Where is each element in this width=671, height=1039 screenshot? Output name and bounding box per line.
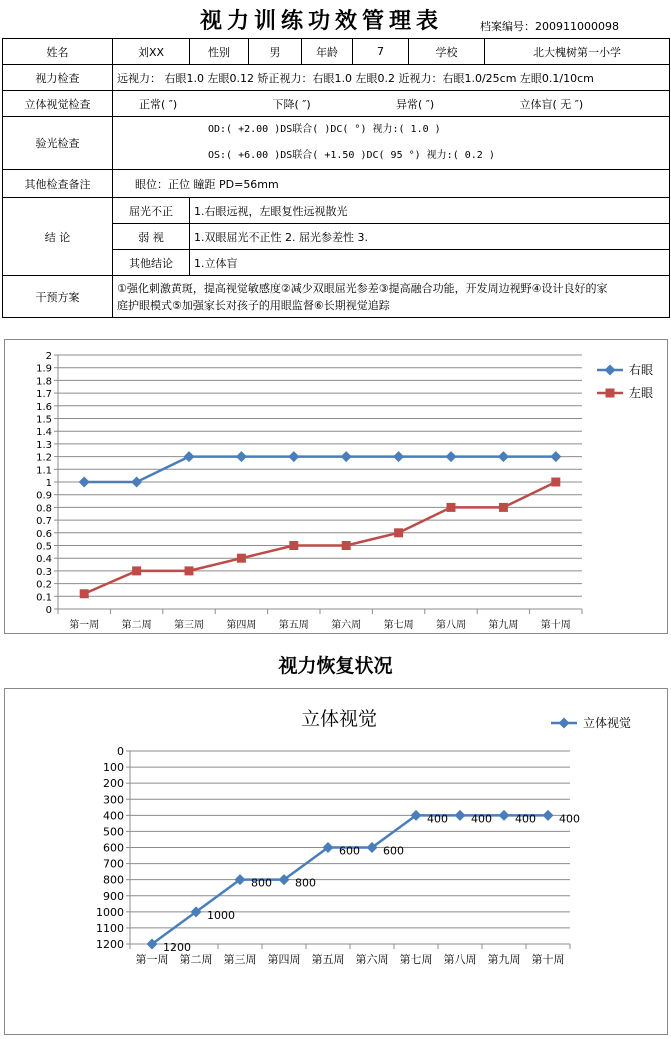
data-point <box>288 451 299 462</box>
x-tick-label: 第一周 <box>69 620 100 631</box>
y-tick-label: 900 <box>103 889 124 903</box>
conclusion-amblyopia-label: 弱 视 <box>113 224 190 250</box>
data-label: 600 <box>339 844 360 858</box>
x-tick-label: 第九周 <box>488 620 519 631</box>
data-point <box>237 554 246 563</box>
x-tick-label: 第九周 <box>487 953 521 966</box>
data-label: 1000 <box>207 908 235 922</box>
y-tick-label: 0.2 <box>36 579 52 591</box>
y-tick-label: 300 <box>103 793 124 807</box>
data-label: 400 <box>471 812 492 826</box>
x-tick-label: 第三周 <box>223 953 257 966</box>
file-number: 档案编号：200911000098 <box>480 20 619 33</box>
x-tick-label: 第五周 <box>311 953 345 966</box>
refraction-od: OD:( +2.00 )DS联合( )DC( °) 视力:( 1.0 ) <box>208 124 441 135</box>
data-point <box>499 503 508 512</box>
stereo-values <box>113 91 670 117</box>
data-point <box>184 451 195 462</box>
series-2 <box>80 478 561 599</box>
x-tick-label: 第八周 <box>443 953 477 966</box>
conclusion-refractive-value: 1.右眼远视，左眼复性远视散光 <box>190 198 670 224</box>
plan-line-2: 庭护眼模式⑤加强家长对孩子的用眼监督⑥长期视觉追踪 <box>117 298 390 312</box>
y-tick-label: 0.6 <box>36 528 52 540</box>
legend-label: 右眼 <box>629 363 654 377</box>
x-tick-label: 第五周 <box>278 620 309 631</box>
section-title: 视力恢复状况 <box>278 655 393 677</box>
school-label: 学校 <box>409 39 485 65</box>
y-tick-label: 800 <box>103 873 124 887</box>
gender-value: 男 <box>249 39 302 65</box>
y-tick-label: 700 <box>103 857 124 871</box>
y-tick-label: 0 <box>117 745 124 758</box>
data-point <box>446 451 457 462</box>
plan-line-1: ①强化刺激黄斑，提高视觉敏感度②减少双眼屈光参差③提高融合功能，开发周边视野④设计良好的家 <box>117 281 608 295</box>
y-tick-label: 0.3 <box>36 566 52 578</box>
form-row-stereo <box>3 91 670 117</box>
conclusion-other-value: 1.立体盲 <box>190 250 670 276</box>
refraction-os: OS:( +6.00 )DS联合( +1.50 )DC( 95 °) 视力:( 0.2 ) <box>208 150 495 161</box>
stereo-blind: 立体盲( 无 ″) <box>519 97 584 111</box>
y-tick-label: 0.7 <box>36 516 52 528</box>
form-row-other <box>3 170 670 198</box>
x-tick-label: 第一周 <box>135 953 169 966</box>
data-point <box>132 566 141 575</box>
series-line <box>84 482 556 594</box>
data-point <box>393 451 404 462</box>
data-point <box>394 528 403 537</box>
x-tick-label: 第四周 <box>226 620 257 631</box>
age-value: 7 <box>353 39 409 65</box>
y-tick-label: 0 <box>45 605 52 616</box>
x-tick-label: 第二周 <box>121 620 152 631</box>
form-row-plan <box>3 276 670 318</box>
form-row-vision <box>3 65 670 91</box>
conclusion-refractive-label: 屈光不正 <box>113 198 190 224</box>
y-tick-label: 500 <box>103 825 124 839</box>
visual-acuity-chart <box>4 339 668 634</box>
data-point <box>342 541 351 550</box>
document-title: 视力训练功效管理表 <box>200 8 444 34</box>
legend-marker <box>559 718 570 729</box>
stereo-label: 立体视觉检查 <box>3 91 113 117</box>
y-tick-label: 1.2 <box>36 452 52 464</box>
visual-acuity-chart-svg <box>5 340 667 633</box>
legend-marker <box>605 365 616 376</box>
x-tick-label: 第四周 <box>267 953 301 966</box>
conclusion-label: 结 论 <box>3 198 113 276</box>
data-point <box>80 589 89 598</box>
y-tick-label: 0.5 <box>36 541 52 553</box>
stereo-down: 下降( ″) <box>272 97 311 111</box>
x-tick-label: 第八周 <box>436 620 466 631</box>
y-tick-label: 1.7 <box>36 389 52 401</box>
y-tick-label: 1.3 <box>36 439 52 451</box>
name-value: 刘XX <box>113 39 190 65</box>
data-label: 1200 <box>163 941 191 954</box>
form-row-refraction <box>3 117 670 170</box>
y-tick-label: 1100 <box>96 921 124 935</box>
data-label: 400 <box>515 812 536 826</box>
legend-marker <box>606 389 615 398</box>
age-label: 年龄 <box>302 39 353 65</box>
conclusion-amblyopia-value: 1.双眼屈光不正性 2. 屈光参差性 3. <box>190 224 670 250</box>
other-label: 其他检查备注 <box>3 170 113 198</box>
x-tick-label: 第三周 <box>174 620 204 631</box>
stereo-normal: 正常( ″) <box>139 97 178 111</box>
x-tick-label: 第十周 <box>531 953 565 966</box>
data-label: 600 <box>383 844 404 858</box>
y-tick-label: 1.8 <box>36 376 52 388</box>
legend-label: 立体视觉 <box>583 716 632 730</box>
form-row-basic <box>3 39 670 65</box>
data-point <box>131 477 142 488</box>
name-label: 姓名 <box>3 39 113 65</box>
data-point <box>551 478 560 487</box>
vision-value: 远视力： 右眼1.0 左眼0.12 矫正视力：右眼1.0 左眼0.2 近视力：右眼1.0/25cm 左眼0.1/10cm <box>113 65 670 91</box>
data-point <box>455 810 466 821</box>
y-tick-label: 1.4 <box>36 427 52 439</box>
data-point <box>543 810 554 821</box>
y-tick-label: 1.9 <box>36 363 52 375</box>
y-tick-label: 0.8 <box>36 503 52 515</box>
y-tick-label: 1.5 <box>36 414 52 426</box>
data-label: 400 <box>559 812 580 826</box>
data-point <box>185 566 194 575</box>
stereo-vision-chart <box>4 688 668 1035</box>
y-tick-label: 0.9 <box>36 490 52 502</box>
x-tick-label: 第七周 <box>383 620 414 631</box>
conclusion-other-label: 其他结论 <box>113 250 190 276</box>
data-label: 800 <box>295 876 316 890</box>
x-tick-label: 第十周 <box>540 620 571 631</box>
y-tick-label: 400 <box>103 809 124 823</box>
y-tick-label: 2 <box>45 351 52 362</box>
x-tick-label: 第二周 <box>179 953 213 966</box>
y-tick-label: 1.6 <box>36 401 52 413</box>
form-row-conclusion-1 <box>3 198 670 224</box>
gender-label: 性别 <box>190 39 249 65</box>
y-tick-label: 1200 <box>96 938 124 951</box>
y-tick-label: 1 <box>45 478 52 489</box>
legend-label: 左眼 <box>629 386 654 400</box>
data-label: 400 <box>427 812 448 826</box>
data-point <box>341 451 352 462</box>
data-point <box>498 451 509 462</box>
y-tick-label: 0.1 <box>36 592 52 604</box>
vision-label: 视力检查 <box>3 65 113 91</box>
refraction-label: 验光检查 <box>3 117 113 170</box>
plan-value <box>113 276 670 318</box>
y-tick-label: 1.1 <box>36 465 52 477</box>
x-tick-label: 第六周 <box>355 953 389 966</box>
x-tick-label: 第七周 <box>399 953 433 966</box>
y-tick-label: 0.4 <box>36 554 52 566</box>
y-tick-label: 200 <box>103 777 124 791</box>
stereo-abnormal: 异常( ″) <box>396 97 435 111</box>
data-point <box>236 451 247 462</box>
other-value: 眼位：正位 瞳距 PD=56mm <box>113 170 670 198</box>
data-point <box>79 477 90 488</box>
y-tick-label: 600 <box>103 841 124 855</box>
document-header <box>0 2 671 36</box>
data-point <box>289 541 298 550</box>
x-tick-label: 第六周 <box>331 620 362 631</box>
stereo-vision-chart-svg <box>5 689 667 1034</box>
school-value: 北大槐树第一小学 <box>485 39 670 65</box>
data-point <box>499 810 510 821</box>
data-point <box>447 503 456 512</box>
y-tick-label: 1000 <box>96 905 124 919</box>
data-point <box>550 451 561 462</box>
patient-form <box>2 38 670 318</box>
chart-title: 立体视觉 <box>300 708 378 730</box>
y-tick-label: 100 <box>103 761 124 775</box>
plan-label: 干预方案 <box>3 276 113 318</box>
refraction-values <box>113 117 670 170</box>
data-label: 800 <box>251 876 272 890</box>
